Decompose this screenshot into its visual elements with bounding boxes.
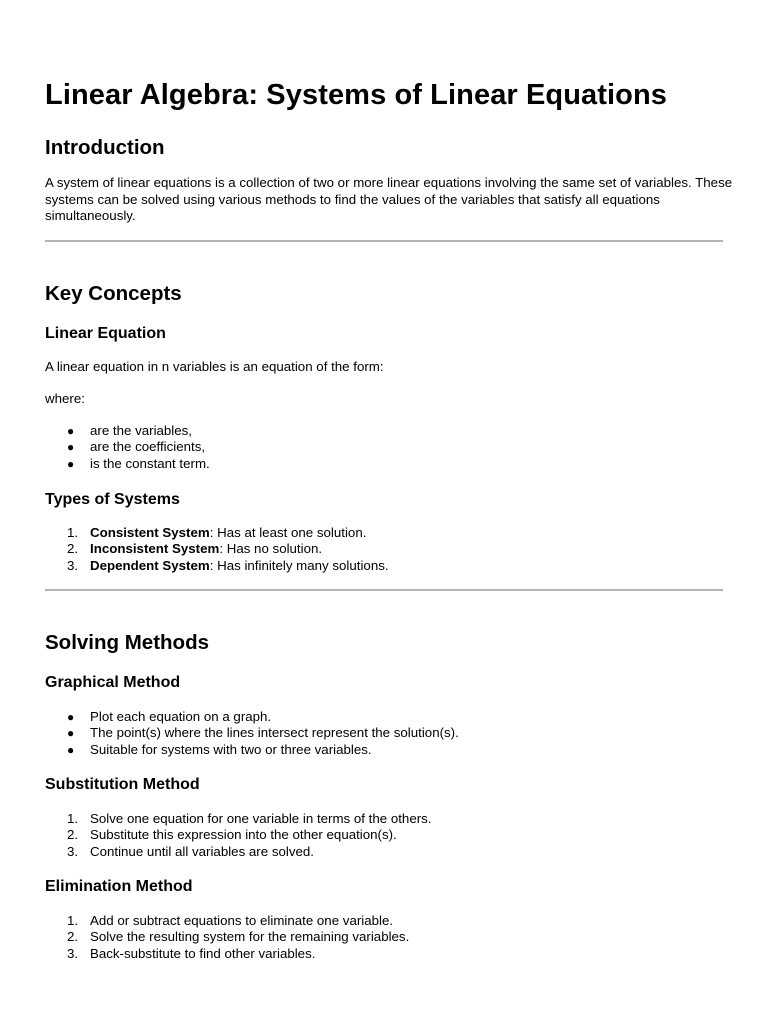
bullet-marker: ●: [67, 440, 75, 455]
bullet-marker: ●: [67, 726, 75, 741]
types-of-systems-list: [45, 525, 389, 574]
page-title: Linear Algebra: Systems of Linear Equations: [45, 79, 668, 111]
introduction-text: A system of linear equations is a collection of two or more linear equations involving the same set of variables. These systems can be solved using various methods to find the values of the variables that satisfy all equations simultaneously.: [45, 175, 733, 223]
list-item-text: are the variables,: [90, 423, 192, 438]
list-item: [45, 541, 389, 557]
list-item-text: Suitable for systems with two or three variables.: [90, 741, 372, 757]
list-item-text: Substitute this expression into the other equation(s).: [90, 827, 397, 843]
list-item: [45, 456, 210, 472]
bullet-marker: ●: [67, 424, 75, 438]
substitution-method-heading: Substitution Method: [45, 776, 200, 793]
section-divider: [45, 240, 723, 242]
list-item-text: : Has infinitely many solutions.: [209, 557, 389, 573]
list-item: [45, 929, 409, 945]
linear-equation-text: A linear equation in n variables is an equation of the form:: [45, 359, 384, 374]
graphical-method-list: [45, 709, 459, 758]
list-item: [45, 558, 389, 574]
list-item: [45, 439, 210, 455]
list-item-text: Solve one equation for one variable in terms of the others.: [90, 811, 432, 826]
list-item-text: is the constant term.: [90, 455, 210, 471]
list-item: [45, 742, 459, 758]
list-item-text: The point(s) where the lines intersect represent the solution(s).: [90, 725, 459, 741]
list-item-text: Solve the resulting system for the remaining variables.: [90, 929, 410, 945]
solving-methods-heading: Solving Methods: [45, 631, 209, 654]
introduction-heading: Introduction: [45, 136, 165, 159]
list-item: [45, 827, 432, 843]
where-label: where:: [45, 391, 85, 406]
list-item-term: Consistent System: [90, 525, 210, 540]
list-item-text: Continue until all variables are solved.: [90, 843, 314, 859]
list-item-text: : Has at least one solution.: [209, 525, 367, 540]
number-marker: 2.: [67, 827, 79, 843]
list-item-text: Back-substitute to find other variables.: [90, 945, 316, 961]
number-marker: 1.: [67, 811, 79, 826]
list-item-term: Inconsistent System: [90, 541, 220, 557]
number-marker: 1.: [67, 525, 79, 540]
linear-equation-heading: Linear Equation: [45, 325, 166, 342]
bullet-marker: ●: [67, 456, 75, 471]
bullet-marker: ●: [67, 742, 75, 757]
list-item-text: are the coefficients,: [90, 439, 206, 455]
elimination-method-heading: Elimination Method: [45, 878, 193, 895]
list-item-text: Add or subtract equations to eliminate one variable.: [90, 913, 394, 928]
list-item: [45, 913, 409, 929]
elimination-method-list: [45, 913, 409, 962]
list-item: [45, 423, 210, 439]
substitution-method-list: [45, 811, 432, 860]
list-item-text: Plot each equation on a graph.: [90, 709, 272, 724]
list-item: [45, 811, 432, 827]
number-marker: 3.: [67, 557, 79, 573]
list-item: [45, 725, 459, 741]
list-item-term: Dependent System: [90, 557, 210, 573]
number-marker: 2.: [67, 929, 79, 945]
graphical-method-heading: Graphical Method: [45, 674, 181, 691]
number-marker: 3.: [67, 843, 79, 859]
types-of-systems-heading: Types of Systems: [45, 491, 180, 508]
list-item: [45, 525, 389, 541]
list-item: [45, 946, 409, 962]
number-marker: 3.: [67, 945, 79, 961]
number-marker: 2.: [67, 541, 79, 557]
list-item-text: : Has no solution.: [219, 541, 323, 557]
list-item: [45, 709, 459, 725]
number-marker: 1.: [67, 913, 79, 928]
key-concepts-heading: Key Concepts: [45, 282, 182, 305]
section-divider: [45, 589, 723, 591]
list-item: [45, 844, 432, 860]
bullet-marker: ●: [67, 710, 75, 724]
linear-equation-terms-list: [45, 423, 210, 472]
